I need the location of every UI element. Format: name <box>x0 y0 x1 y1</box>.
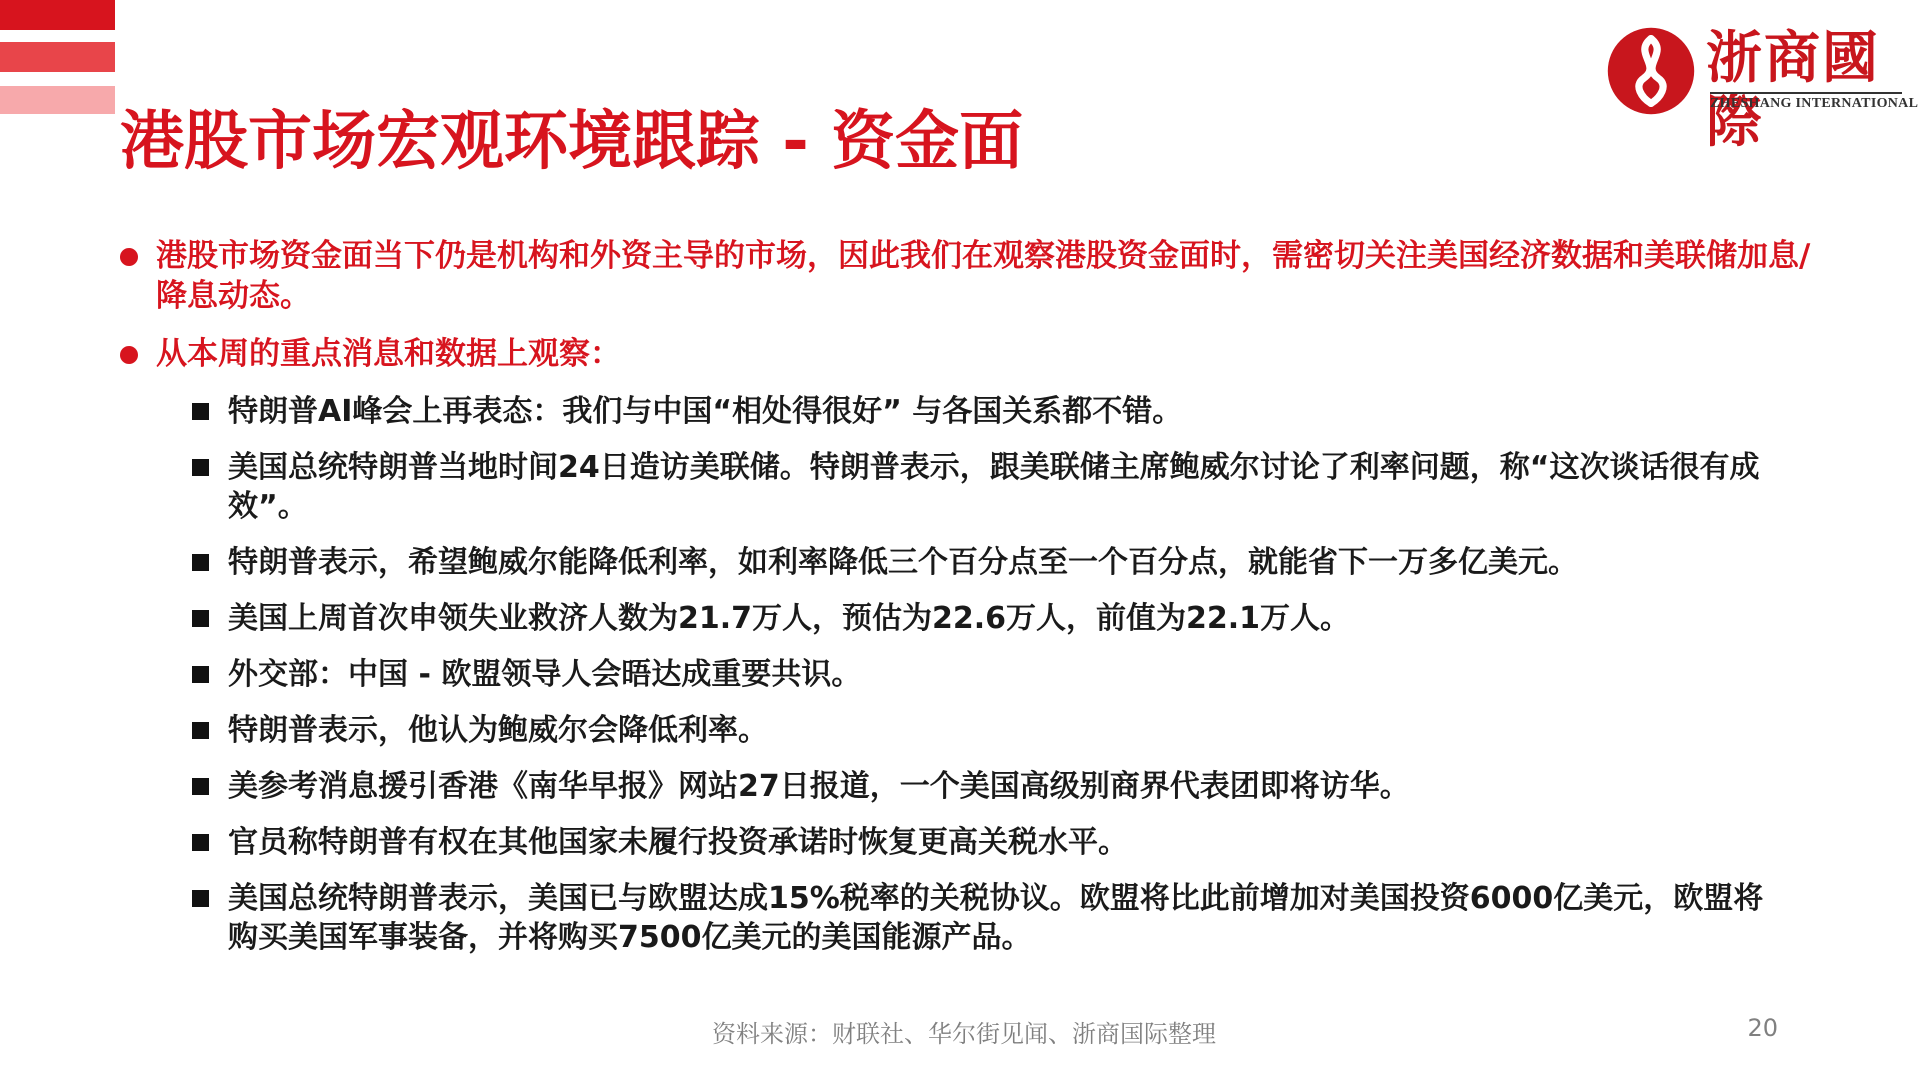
list-item <box>192 543 1772 582</box>
list-item-text: 外交部：中国 - 欧盟领导人会晤达成重要共识。 <box>228 657 862 692</box>
list-item-text: 特朗普表示，希望鲍威尔能降低利率，如利率降低三个百分点至一个百分点，就能省下一万多亿美元。 <box>228 545 1578 580</box>
list-item-text: 特朗普表示，他认为鲍威尔会降低利率。 <box>228 713 768 748</box>
list-item <box>192 711 1772 750</box>
list-item <box>192 392 1772 431</box>
bullet-dot-icon <box>120 346 138 364</box>
header-stripe-middle <box>0 42 115 72</box>
header-stripe-bottom <box>0 86 115 114</box>
list-item <box>192 448 1772 526</box>
bullet-square-icon <box>192 890 209 907</box>
list-item-text: 美国总统特朗普表示，美国已与欧盟达成15%税率的关税协议。欧盟将比此前增加对美国投资6000亿美元，欧盟将购买美国军事装备，并将购买7500亿美元的美国能源产品。 <box>228 881 1764 955</box>
list-item-text: 美国总统特朗普当地时间24日造访美联储。特朗普表示，跟美联储主席鲍威尔讨论了利率问题，称“这次谈话很有成效”。 <box>228 450 1760 524</box>
source-note: 资料来源：财联社、华尔街见闻、浙商国际整理 <box>712 1020 1216 1048</box>
content-body <box>120 236 1820 974</box>
list-item-text: 特朗普AI峰会上再表态：我们与中国“相处得很好” 与各国关系都不错。 <box>228 394 1183 429</box>
list-item <box>192 599 1772 638</box>
logo-name-cn: 浙商國際 <box>1706 25 1880 155</box>
bullet-square-icon <box>192 459 209 476</box>
page-number: 20 <box>1747 1014 1778 1042</box>
bullet-square-icon <box>192 666 209 683</box>
list-item <box>192 879 1772 957</box>
list-item <box>192 823 1772 862</box>
list-item-text: 官员称特朗普有权在其他国家未履行投资承诺时恢复更高关税水平。 <box>228 825 1128 860</box>
main-bullet <box>120 236 1826 316</box>
header-stripe-top <box>0 0 115 30</box>
list-item-text: 美国上周首次申领失业救济人数为21.7万人，预估为22.6万人，前值为22.1万人。 <box>228 601 1351 636</box>
main-bullet-text: 从本周的重点消息和数据上观察： <box>156 336 621 372</box>
bullet-square-icon <box>192 403 209 420</box>
news-list <box>192 392 1772 957</box>
bullet-square-icon <box>192 554 209 571</box>
logo-name-en: ZHESHANG INTERNATIONAL <box>1710 92 1902 112</box>
list-item-text: 美参考消息援引香港《南华早报》网站27日报道，一个美国高级别商界代表团即将访华。 <box>228 769 1410 804</box>
page-title: 港股市场宏观环境跟踪 - 资金面 <box>120 105 1024 179</box>
bullet-square-icon <box>192 834 209 851</box>
bullet-square-icon <box>192 722 209 739</box>
bullet-square-icon <box>192 610 209 627</box>
list-item <box>192 767 1772 806</box>
bullet-square-icon <box>192 778 209 795</box>
company-logo <box>1606 18 1919 155</box>
list-item <box>192 655 1772 694</box>
main-bullet-text: 港股市场资金面当下仍是机构和外资主导的市场，因此我们在观察港股资金面时，需密切关注美国经济数据和美联储加息/降息动态。 <box>156 238 1811 314</box>
bullet-dot-icon <box>120 248 138 266</box>
zheshang-logo-icon <box>1606 26 1696 116</box>
main-bullet <box>120 334 1826 374</box>
